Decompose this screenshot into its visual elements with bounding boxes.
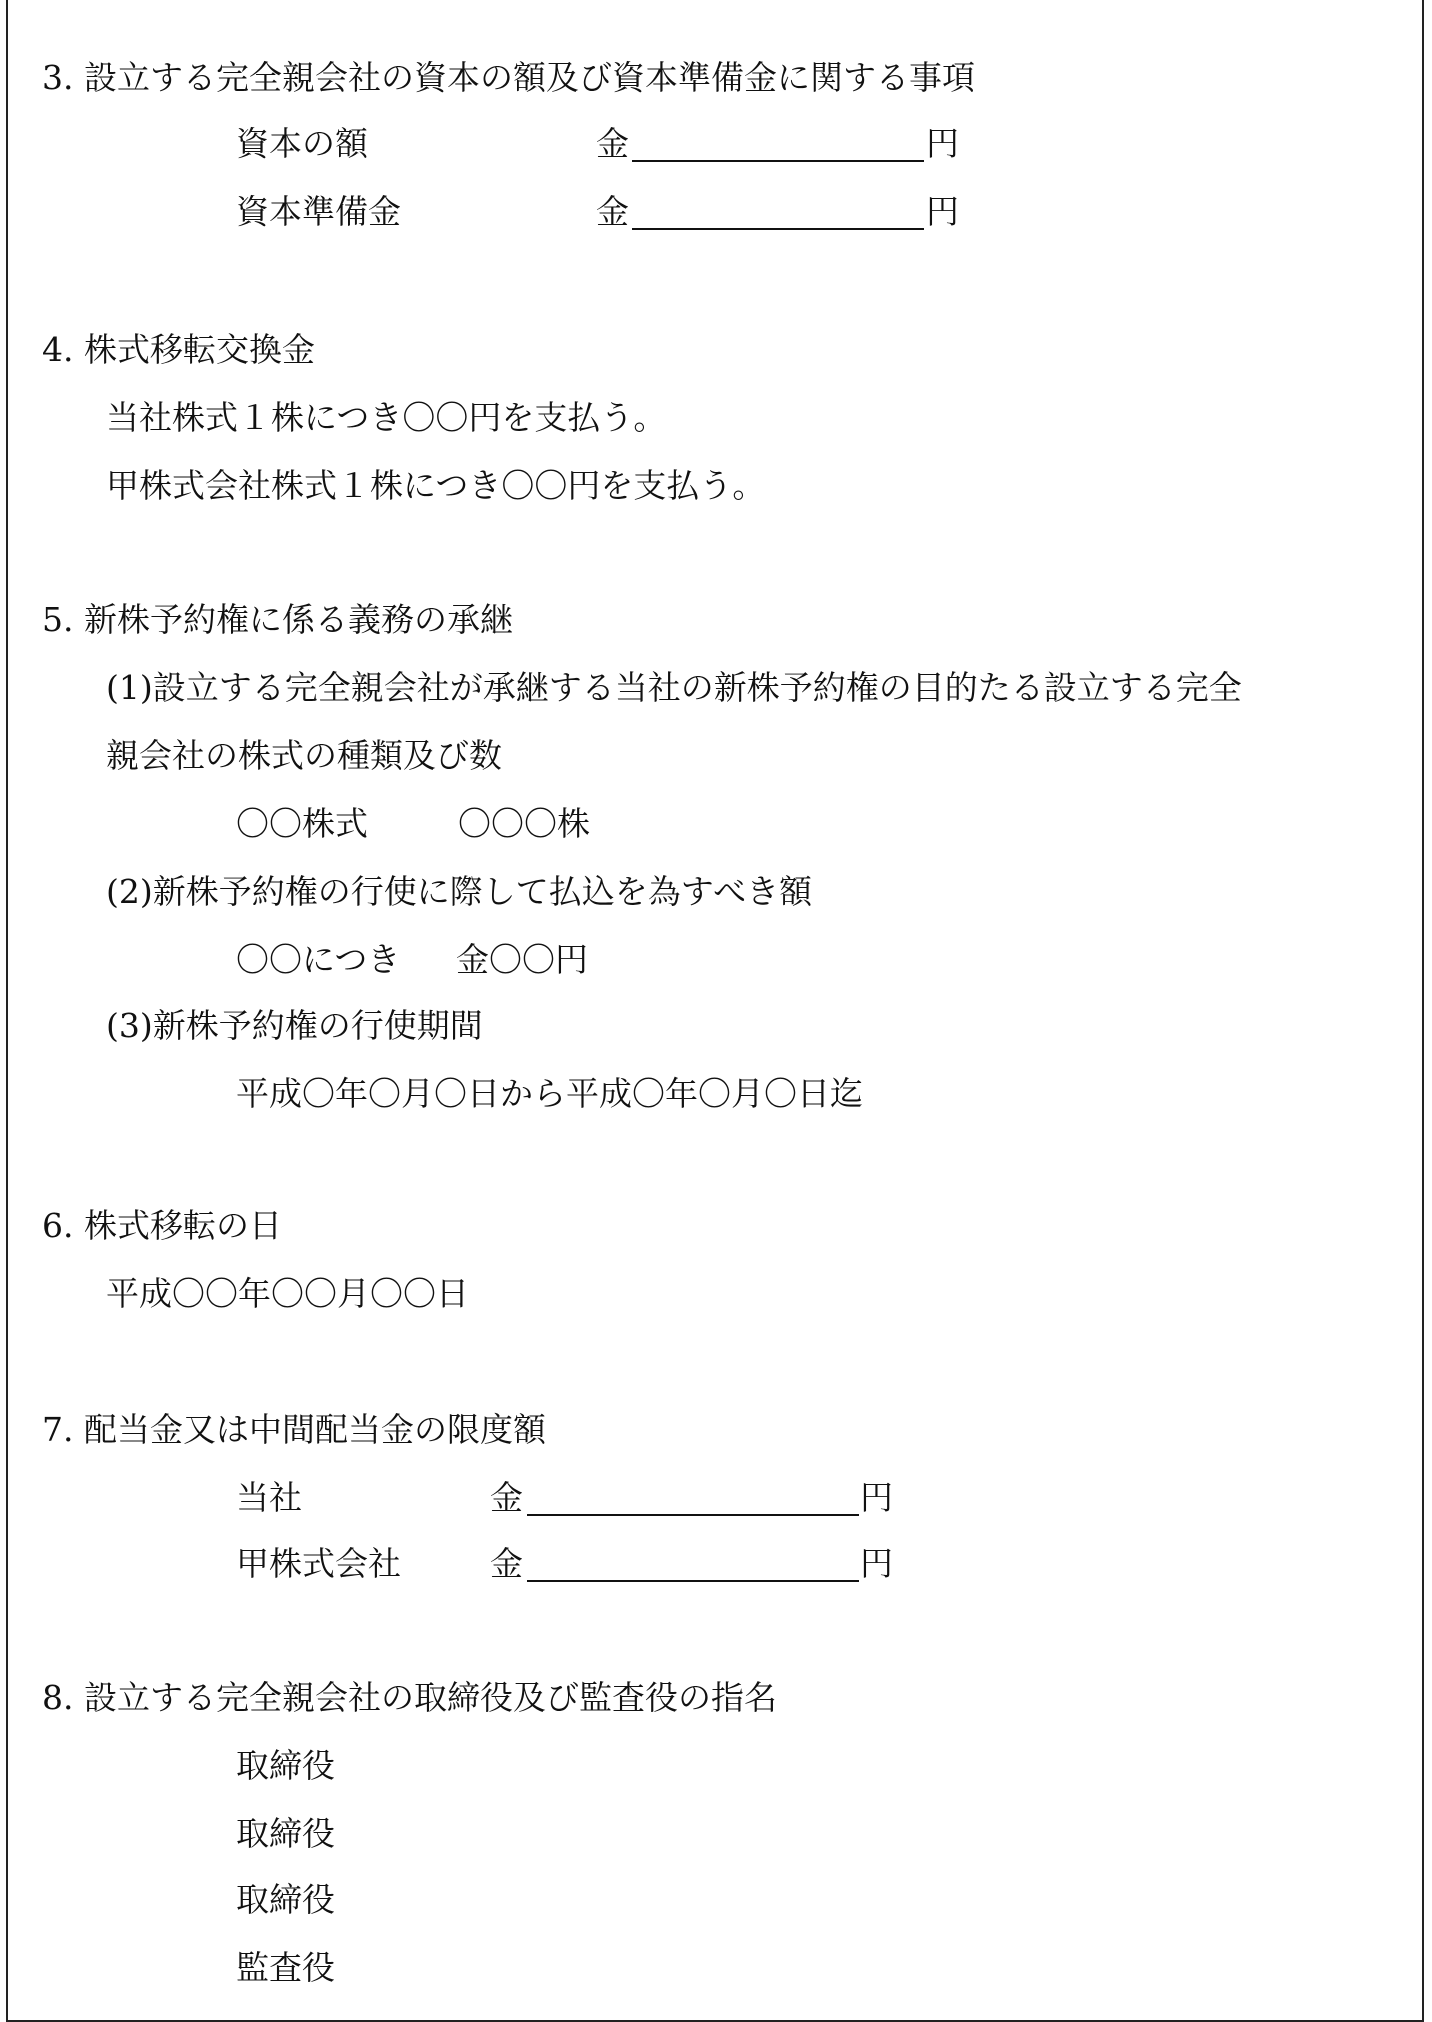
section5-item3-value: 平成〇年〇月〇日から平成〇年〇月〇日迄 (236, 1074, 863, 1113)
section7-heading: 7. 配当金又は中間配当金の限度額 (42, 1410, 546, 1449)
role-auditor: 監査役 (236, 1948, 335, 1987)
section5-item2-value-a: 〇〇につき (236, 940, 401, 979)
section5-item1-text-b: 親会社の株式の種類及び数 (106, 736, 502, 775)
section5-item2-value-b: 金〇〇円 (456, 940, 588, 979)
reserve-suffix: 円 (926, 192, 959, 231)
company-a-amount-blank (527, 1580, 859, 1582)
own-company-suffix: 円 (860, 1478, 893, 1517)
section5-item1-value-b: 〇〇〇株 (458, 804, 590, 843)
section4-line-1: 当社株式１株につき〇〇円を支払う。 (106, 398, 667, 437)
section4-heading: 4. 株式移転交換金 (42, 330, 315, 369)
section5-item2-text: (2)新株予約権の行使に際して払込を為すべき額 (106, 872, 813, 911)
company-a-label: 甲株式会社 (236, 1544, 401, 1583)
role-director-2: 取締役 (236, 1814, 335, 1853)
section6-heading: 6. 株式移転の日 (42, 1206, 282, 1245)
section5-heading: 5. 新株予約権に係る義務の承継 (42, 600, 513, 639)
section5-item3-text: (3)新株予約権の行使期間 (106, 1006, 483, 1045)
section5-item1-text-a: (1)設立する完全親会社が承継する当社の新株予約権の目的たる設立する完全 (106, 668, 1242, 707)
reserve-label: 資本準備金 (236, 192, 401, 231)
capital-prefix: 金 (596, 124, 629, 163)
section8-heading: 8. 設立する完全親会社の取締役及び監査役の指名 (42, 1678, 777, 1717)
section6-value: 平成〇〇年〇〇月〇〇日 (106, 1274, 469, 1313)
section3-heading: 3. 設立する完全親会社の資本の額及び資本準備金に関する事項 (42, 58, 975, 97)
capital-label: 資本の額 (236, 124, 368, 163)
section5-item1-value-a: 〇〇株式 (236, 804, 368, 843)
reserve-amount-blank (632, 228, 924, 230)
own-company-amount-blank (527, 1514, 859, 1516)
own-company-label: 当社 (236, 1478, 302, 1517)
capital-suffix: 円 (926, 124, 959, 163)
company-a-prefix: 金 (490, 1544, 523, 1583)
role-director-3: 取締役 (236, 1880, 335, 1919)
reserve-prefix: 金 (596, 192, 629, 231)
capital-amount-blank (632, 160, 924, 162)
company-a-suffix: 円 (860, 1544, 893, 1583)
role-director-1: 取締役 (236, 1746, 335, 1785)
section4-line-2: 甲株式会社株式１株につき〇〇円を支払う。 (106, 466, 766, 505)
own-company-prefix: 金 (490, 1478, 523, 1517)
